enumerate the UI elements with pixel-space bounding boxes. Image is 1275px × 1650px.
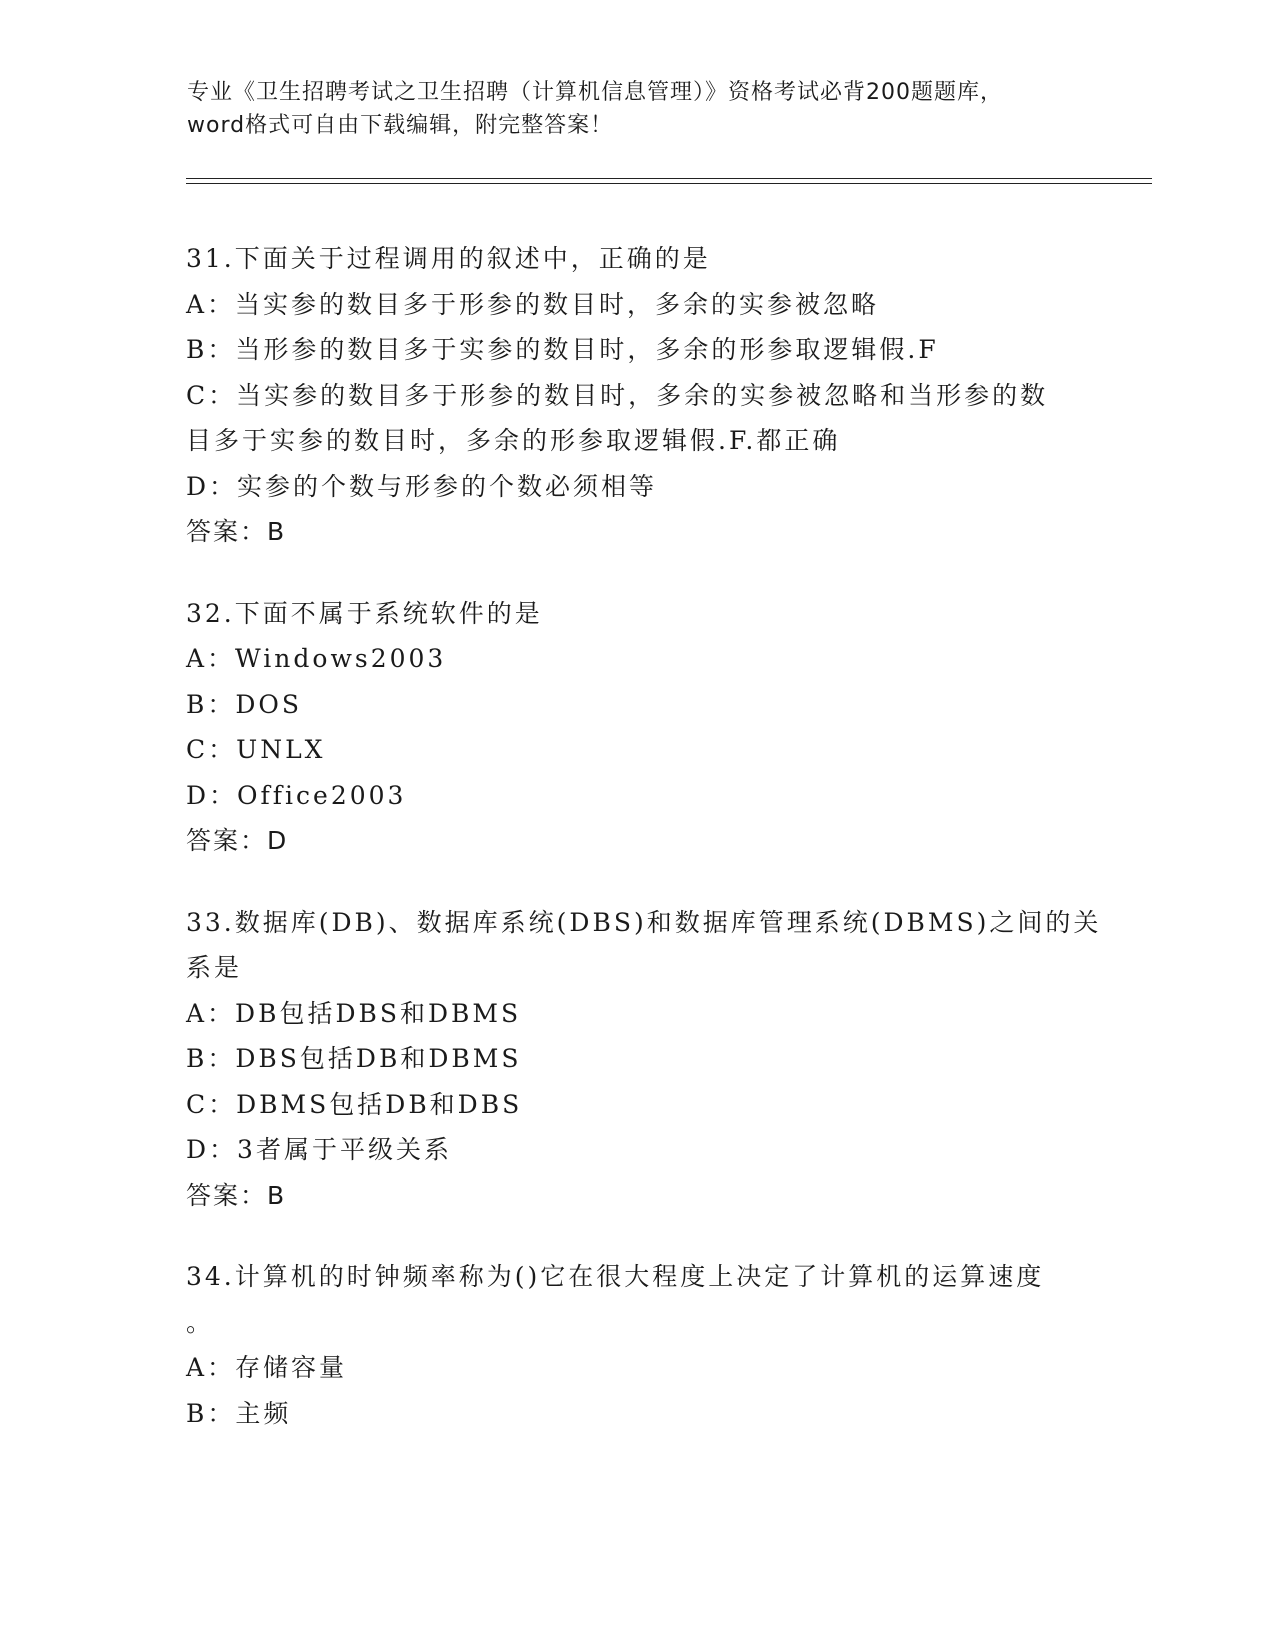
question-stem-continued: 系是	[186, 953, 243, 982]
question-33	[186, 900, 1102, 1219]
option-b: B：当形参的数目多于实参的数目时，多余的形参取逻辑假.F	[186, 335, 939, 364]
option-c: C：DBMS包括DB和DBS	[186, 1089, 523, 1119]
answer: 答案：B	[186, 517, 287, 546]
question-stem: 31.下面关于过程调用的叙述中，正确的是	[186, 244, 711, 273]
question-32	[186, 591, 1086, 864]
option-d: D：Office2003	[186, 780, 407, 810]
question-34	[186, 1254, 1086, 1436]
option-c-continued: 目多于实参的数目时，多余的形参取逻辑假.F.都正确	[186, 426, 841, 455]
option-a: A：Windows2003	[186, 644, 447, 673]
option-b: B：主频	[186, 1398, 292, 1428]
header-line-2: word格式可自由下载编辑，附完整答案！	[187, 113, 614, 138]
answer: 答案：B	[186, 1180, 287, 1210]
option-c: C：UNLX	[186, 735, 326, 764]
option-a: A：DB包括DBS和DBMS	[186, 998, 522, 1028]
option-b: B：DOS	[186, 689, 303, 719]
option-b: B：DBS包括DB和DBMS	[186, 1044, 522, 1073]
header-divider-bottom	[186, 183, 1152, 184]
document-header	[187, 76, 1087, 142]
question-stem: 34.计算机的时钟频率称为()它在很大程度上决定了计算机的运算速度	[186, 1262, 1045, 1291]
header-line-1: 专业《卫生招聘考试之卫生招聘（计算机信息管理）》资格考试必背200题题库，	[187, 80, 1003, 105]
option-d: D：实参的个数与形参的个数必须相等	[186, 471, 658, 501]
question-stem-continued: 。	[186, 1307, 215, 1337]
option-d: D：3者属于平级关系	[186, 1135, 452, 1164]
answer: 答案：D	[186, 826, 289, 855]
option-c: C：当实参的数目多于形参的数目时，多余的实参被忽略和当形参的数	[186, 380, 1049, 410]
question-stem: 32.下面不属于系统软件的是	[186, 598, 543, 628]
question-list	[186, 236, 1102, 1472]
question-stem: 33.数据库(DB)、数据库系统(DBS)和数据库管理系统(DBMS)之间的关	[186, 907, 1102, 937]
option-a: A：存储容量	[186, 1353, 348, 1382]
header-divider-top	[186, 178, 1152, 179]
option-a: A：当实参的数目多于形参的数目时，多余的实参被忽略	[186, 289, 880, 319]
question-31	[186, 236, 1086, 555]
